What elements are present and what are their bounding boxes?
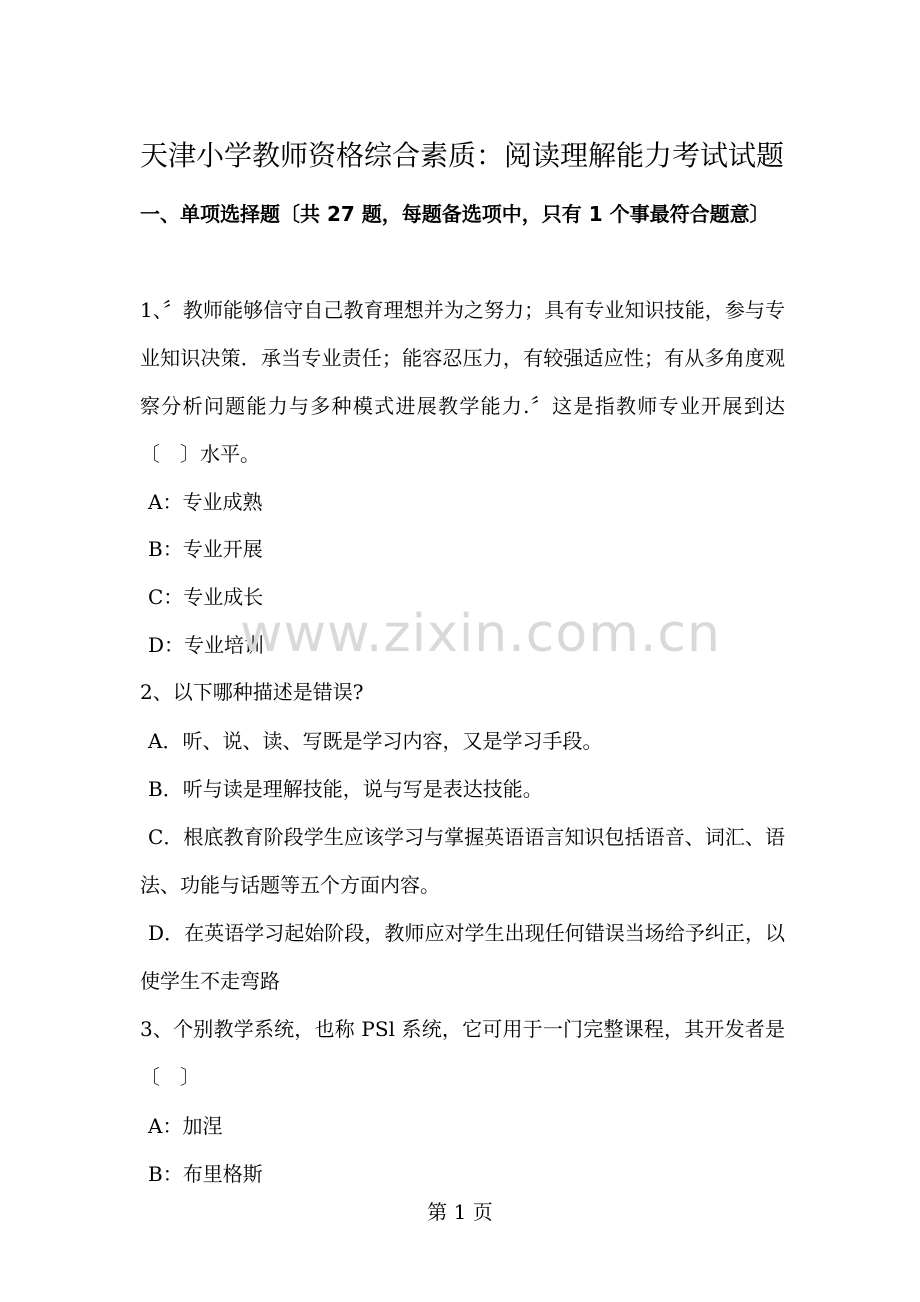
- question-2-option-d: D．在英语学习起始阶段，教师应对学生出现任何错误当场给予纠正，以使学生不走弯路: [140, 921, 785, 993]
- question-1-option-a: A：专业成熟: [148, 490, 263, 514]
- question-3-stem: 3、个别教学系统，也称 PSl 系统，它可用于一门完整课程，其开发者是 〔 〕: [140, 1017, 785, 1089]
- question-2-option-b: B．听与读是理解技能，说与写是表达技能。: [148, 777, 543, 801]
- section-heading: 一、单项选择题〔共 27 题，每题备选项中，只有 1 个事最符合题意〕: [140, 202, 770, 226]
- question-2-stem: 2、以下哪种描述是错误?: [140, 680, 364, 704]
- document-title: 天津小学教师资格综合素质：阅读理解能力考试试题: [140, 139, 785, 172]
- question-1-option-d: D：专业培训: [148, 633, 265, 657]
- question-1-option-b: B：专业开展: [148, 537, 263, 561]
- watermark: www.zixin.com.cn: [240, 604, 721, 664]
- question-1-option-c: C：专业成长: [148, 585, 264, 609]
- question-3-option-a: A：加涅: [148, 1114, 223, 1138]
- question-2-option-a: A．听、说、读、写既是学习内容，又是学习手段。: [148, 729, 603, 753]
- question-2-option-c: C．根底教育阶段学生应该学习与掌握英语语言知识包括语音、词汇、语法、功能与话题等五个方面内容。: [140, 825, 785, 897]
- question-1-stem: 1、〞教师能够信守自己教育理想并为之努力；具有专业知识技能，参与专业知识决策．承当专业责任；能容忍压力，有较强适应性；有从多角度观察分析问题能力与多种模式进展教学能力.〞这是指教师专业开展到达〔 〕水平。: [140, 298, 785, 466]
- page-footer: 第 1 页: [427, 1200, 493, 1224]
- question-3-option-b: B：布里格斯: [148, 1162, 263, 1186]
